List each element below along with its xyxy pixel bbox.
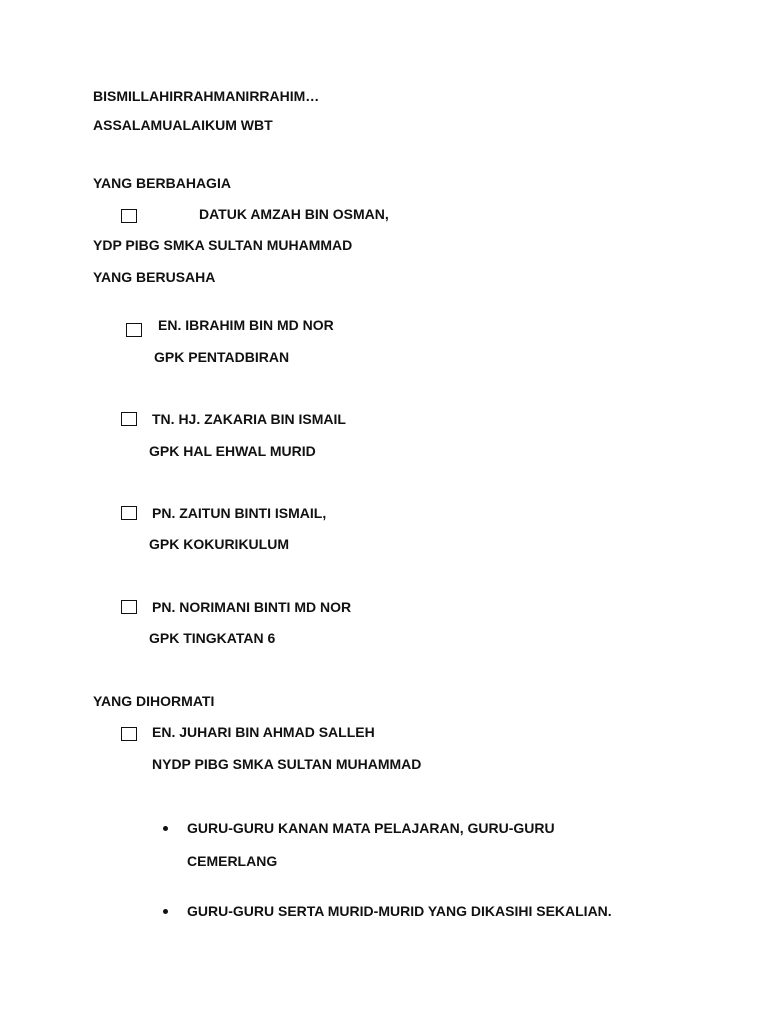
bullet-icon (163, 909, 168, 914)
checkbox-icon (121, 506, 137, 520)
heading-yang-dihormati: YANG DIHORMATI (93, 693, 215, 709)
name-datuk-amzah: DATUK AMZAH BIN OSMAN, (199, 206, 389, 222)
bullet-guru-kanan-line1: GURU-GURU KANAN MATA PELAJARAN, GURU-GURU (187, 820, 555, 836)
checkbox-icon (121, 209, 137, 223)
name-norimani: PN. NORIMANI BINTI MD NOR (152, 599, 352, 615)
checkbox-icon (126, 323, 142, 337)
bullet-guru-murid: GURU-GURU SERTA MURID-MURID YANG DIKASIHI SEKALIAN. (187, 903, 612, 919)
checkbox-icon (121, 412, 137, 426)
position-gpk-tingkatan-6: GPK TINGKATAN 6 (149, 630, 276, 646)
position-nydp-pibg: NYDP PIBG SMKA SULTAN MUHAMMAD (152, 756, 422, 772)
position-ydp-pibg: YDP PIBG SMKA SULTAN MUHAMMAD (93, 237, 353, 253)
heading-yang-berbahagia: YANG BERBAHAGIA (93, 175, 231, 191)
position-gpk-pentadbiran: GPK PENTADBIRAN (154, 349, 290, 365)
checkbox-icon (121, 727, 137, 741)
name-zaitun: PN. ZAITUN BINTI ISMAIL, (152, 505, 327, 521)
checkbox-icon (121, 600, 137, 614)
position-gpk-kokurikulum: GPK KOKURIKULUM (149, 536, 289, 552)
greeting-bismillah: BISMILLAHIRRAHMANIRRAHIM… (93, 88, 320, 104)
name-juhari: EN. JUHARI BIN AHMAD SALLEH (152, 724, 375, 740)
bullet-guru-kanan-line2: CEMERLANG (187, 853, 278, 869)
name-ibrahim: EN. IBRAHIM BIN MD NOR (158, 317, 334, 333)
greeting-salam: ASSALAMUALAIKUM WBT (93, 117, 273, 133)
position-gpk-hem: GPK HAL EHWAL MURID (149, 443, 316, 459)
heading-yang-berusaha: YANG BERUSAHA (93, 269, 216, 285)
bullet-icon (163, 826, 168, 831)
name-zakaria: TN. HJ. ZAKARIA BIN ISMAIL (152, 411, 346, 427)
